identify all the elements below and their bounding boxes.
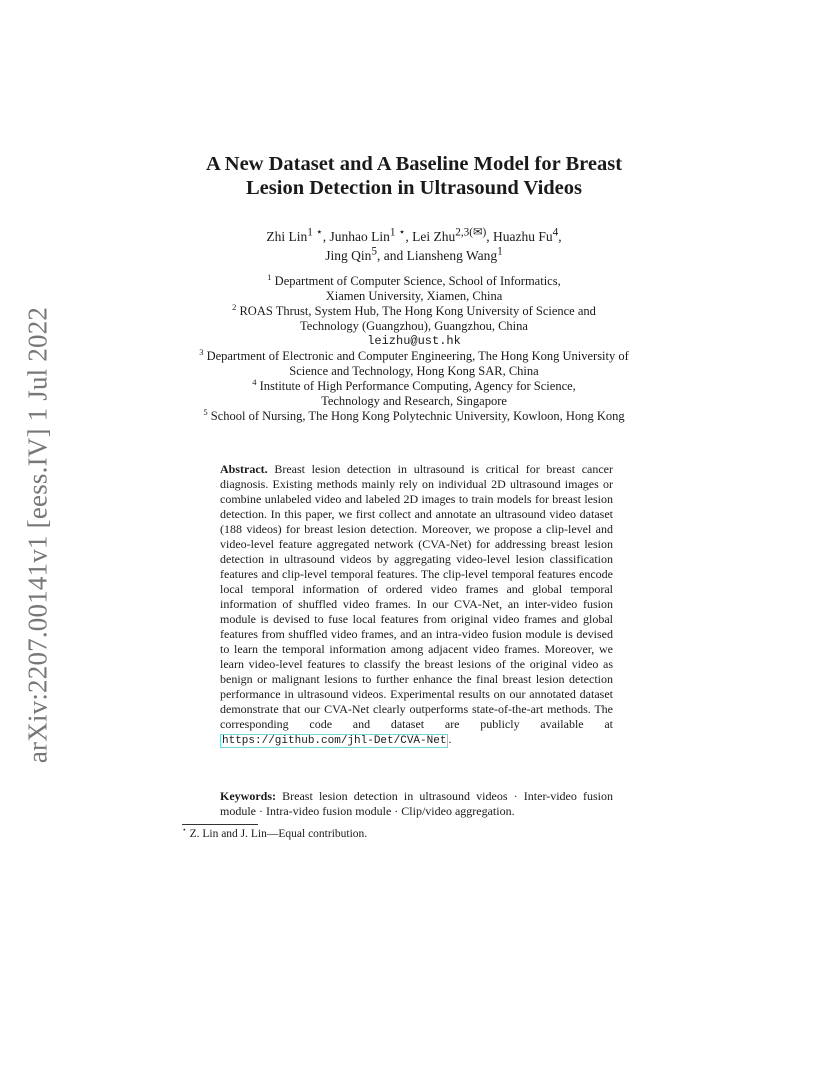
author-separator: , [558, 229, 562, 244]
footnote [182, 827, 682, 841]
affiliation-text: Department of Computer Science, School of Informatics, [274, 274, 561, 288]
affiliation-number: 4 [252, 376, 257, 387]
abstract-period: . [448, 732, 452, 746]
author-name: Jing Qin [325, 248, 372, 263]
affiliation-4-cont: Technology and Research, Singapore [321, 394, 507, 408]
author-affiliation-mark: 4 [552, 226, 559, 239]
author-affiliation-mark: 1 [497, 245, 503, 258]
affiliation-5 [160, 406, 668, 424]
abstract [220, 462, 613, 749]
abstract-body: Breast lesion detection in ultrasound is critical for breast cancer diagnosis. Existing methods mainly rely on individual 2D ultrasound images or combine unlabeled video and labeled 2D images to train models for breast lesion detection. In this paper, we first collect and annotate an ultrasound video dataset (188 videos) for breast lesion detection. Moreover, we propose a clip-level and video-level feature aggregated network (CVA-Net) for addressing breast lesion detection in ultrasound videos by aggregating video-level lesion classification features and clip-level temporal features. The clip-level temporal features encode local temporal information of ordered video frames and global temporal information of shuffled video frames. In our CVA-Net, an inter-video fusion module is devised to fuse local features from original video frames and global features from shuffled video frames, and an intra-video fusion module is devised to learn the temporal information among adjacent video frames. Moreover, we learn video-level features to classify the breast lesions of the original video as benign or malignant lesions to further enhance the final breast lesion detection performance in ultrasound videos. Experimental results on our annotated dataset demonstrate that our CVA-Net clearly outperforms state-of-the-art methods. The corresponding code and dataset are publicly available at [220, 462, 614, 731]
abstract-label: Abstract. [220, 462, 268, 476]
arxiv-sidebar-stamp [23, 300, 53, 770]
author-name: , and Liansheng Wang [377, 248, 498, 263]
paper-title [150, 152, 678, 200]
title-line-1: A New Dataset and A Baseline Model for Breast [205, 153, 623, 175]
affiliation-text: ROAS Thrust, System Hub, The Hong Kong University of Science and [239, 304, 596, 318]
affiliation-list [160, 271, 668, 424]
affiliation-number: 3 [199, 346, 204, 357]
author-affiliation-mark: 2,3(✉) [455, 226, 487, 239]
author-name: , Huazhu Fu [486, 229, 553, 244]
affiliation-number: 2 [232, 301, 237, 312]
affiliation-3-cont: Science and Technology, Hong Kong SAR, China [289, 364, 539, 378]
author-affiliation-mark: 1 ⋆ [389, 226, 406, 239]
footnote-divider [182, 824, 258, 825]
affiliation-3 [160, 346, 668, 364]
author-line-2 [170, 246, 658, 265]
affiliation-number: 5 [203, 406, 208, 417]
author-list [170, 227, 658, 265]
affiliation-1-cont: Xiamen University, Xiamen, China [325, 289, 503, 303]
affiliation-2 [160, 301, 668, 319]
keywords-body: Breast lesion detection in ultrasound videos · Inter-video fusion module · Intra-video fusion module · Clip/video aggregation. [220, 789, 613, 818]
affiliation-text: Department of Electronic and Computer Engineering, The Hong Kong University of [206, 349, 629, 363]
author-line-1 [170, 227, 658, 246]
arxiv-identifier: arXiv:2207.00141v1 [eess.IV] 1 Jul 2022 [22, 306, 53, 764]
keywords [220, 789, 613, 819]
keywords-label: Keywords: [220, 789, 276, 803]
author-name: , Lei Zhu [405, 229, 456, 244]
affiliation-4 [160, 376, 668, 394]
affiliation-2-cont: Technology (Guangzhou), Guangzhou, China [300, 319, 528, 333]
affiliation-text: Institute of High Performance Computing, Agency for Science, [259, 379, 576, 393]
author-name: , Junhao Lin [322, 229, 390, 244]
affiliation-1 [160, 271, 668, 289]
author-affiliation-mark: 5 [371, 245, 377, 258]
affiliation-number: 1 [267, 271, 272, 282]
author-name: Zhi Lin [266, 229, 308, 244]
code-repository-link[interactable]: https://github.com/jhl-Det/CVA-Net [222, 735, 447, 747]
footnote-text: Z. Lin and J. Lin—Equal contribution. [189, 828, 368, 840]
author-affiliation-mark: 1 ⋆ [307, 226, 323, 239]
corresponding-email[interactable]: leizhu@ust.hk [367, 334, 461, 348]
affiliation-text: School of Nursing, The Hong Kong Polytechnic University, Kowloon, Hong Kong [210, 409, 625, 423]
title-line-2: Lesion Detection in Ultrasound Videos [246, 177, 582, 199]
footnote-mark: ⋆ [182, 825, 187, 835]
